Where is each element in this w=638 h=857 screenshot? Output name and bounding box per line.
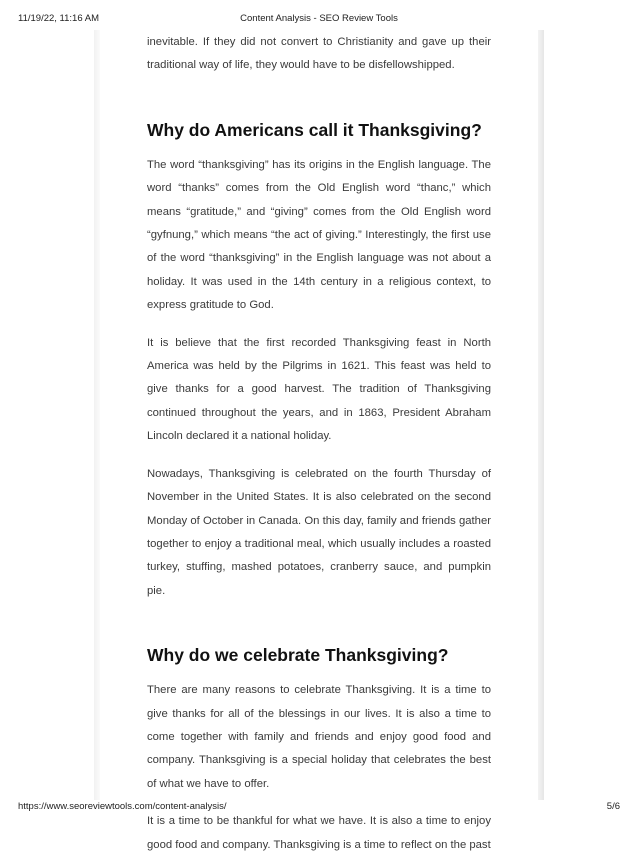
print-footer bbox=[0, 801, 638, 815]
section-heading-americans-thanksgiving: Why do Americans call it Thanksgiving? bbox=[147, 119, 482, 140]
paragraph: The word “thanksgiving” has its origins in the English language. The word “thanks” comes from the Old English word “thanc,” which means “gratitude,” and “giving” comes from the Old English word “gyfnung,” which means “the act of giving.” Interestingly, the first use of the word “thanksgiving” in the English language was not about a holiday. It was used in the 14th century in a religious context, to express gratitude to God. bbox=[147, 158, 491, 312]
print-url: https://www.seoreviewtools.com/content-analysis/ bbox=[18, 801, 227, 812]
paragraph: There are many reasons to celebrate Thanksgiving. It is a time to give thanks for all of the blessings in our lives. It is also a time to come together with family and friends and enjoy good food and company. Thanksgiving is a special holiday that celebrates the best of what we have to offer. bbox=[147, 684, 491, 790]
print-page-title: Content Analysis - SEO Review Tools bbox=[240, 13, 398, 24]
paragraph: Nowadays, Thanksgiving is celebrated on the fourth Thursday of November in the United States. It is also celebrated on the second Monday of October in Canada. On this day, family and friends gather together to enjoy a traditional meal, which usually includes a roasted turkey, stuffing, mashed potatoes, cranberry sauce, and pumpkin pie. bbox=[147, 467, 491, 597]
print-date: 11/19/22, 11:16 AM bbox=[18, 13, 99, 24]
intro-paragraph: inevitable. If they did not convert to Christianity and gave up their traditional way of life, they would have to be disfellowshipped. bbox=[147, 36, 491, 72]
paragraph: It is believe that the first recorded Thanksgiving feast in North America was held by the Pilgrims in 1621. This feast was held to give thanks for a good harvest. The tradition of Thanksgiving continued throughout the years, and in 1863, President Abraham Lincoln declared it a national holiday. bbox=[147, 336, 491, 443]
section-heading-why-celebrate: Why do we celebrate Thanksgiving? bbox=[147, 645, 449, 666]
print-header bbox=[0, 13, 638, 27]
paragraph: It is a time to be thankful for what we have. It is also a time to enjoy good food and company. Thanksgiving is a time to reflect on the past bbox=[147, 815, 491, 851]
page-number: 5/6 bbox=[606, 801, 620, 812]
page-edge-right bbox=[538, 30, 544, 800]
page-edge-left bbox=[94, 30, 100, 800]
article-content bbox=[147, 31, 491, 857]
